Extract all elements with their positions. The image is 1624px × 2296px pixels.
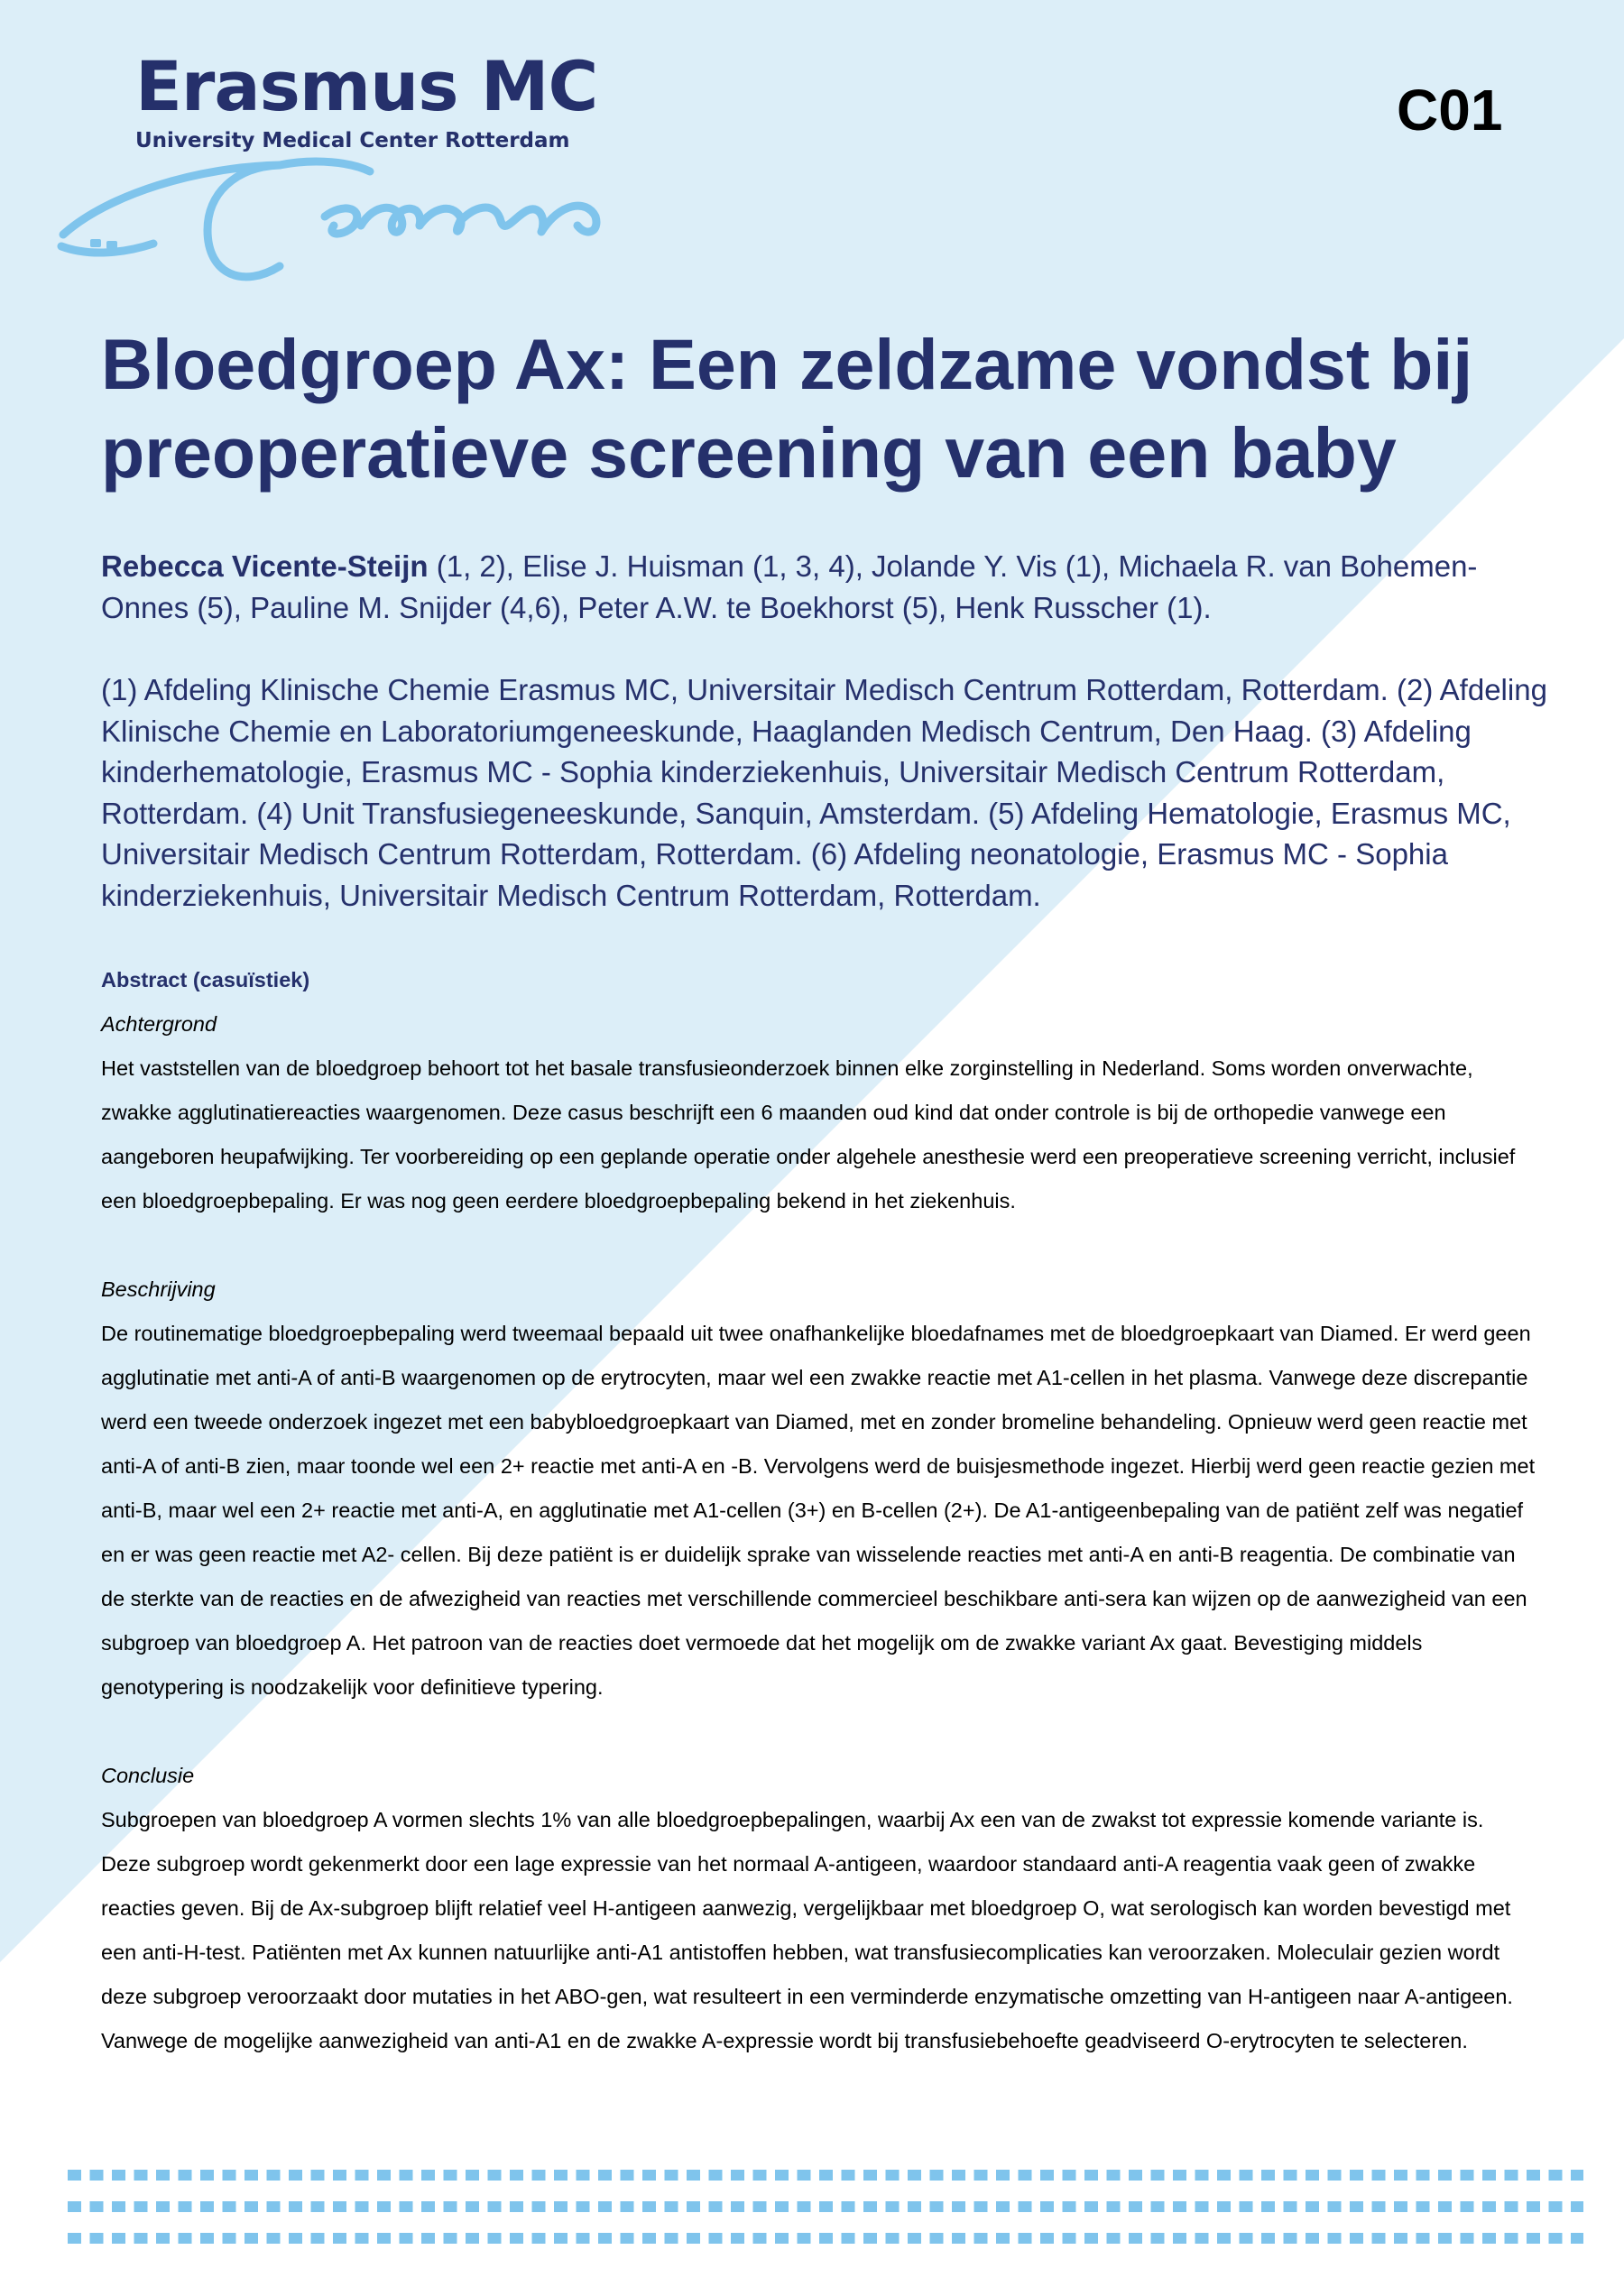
logo-subtitle: University Medical Center Rotterdam [135,129,570,152]
abstract-heading: Abstract (casuïstiek) [101,968,310,991]
presenting-author: Rebecca Vicente-Steijn [101,549,429,583]
co-authors: (1, 2), Elise J. Huisman (1, 3, 4), Jolande Y. Vis (1), Michaela R. van Bohemen-Onnes (5), Pauline M. Snijder (4,6), Peter A.W. te Boekhorst (5), Henk Russcher (1). [101,549,1478,624]
poster-title: Bloedgroep Ax: Een zeldzame vondst bij preoperatieve screening van een baby [101,324,1473,493]
description-text: De routinematige bloedgroepbepaling werd tweemaal bepaald uit twee onafhankelijke bloedafnames met de bloedgroepkaart van Diamed. Er werd geen agglutinatie met anti-A of anti-B waargenomen op de erytrocyten, maar wel een zwakke reactie met A1-cellen in het plasma. Vanwege deze discrepantie werd een tweede onderzoek ingezet met een babybloedgroepkaart van Diamed, met en zonder bromeline behandeling. Opnieuw werd geen reactie met anti-A of anti-B zien, maar toonde wel een 2+ reactie met anti-A en -B. Vervolgens werd de buisjesmethode ingezet. Hierbij werd geen reactie gezien met anti-B, maar wel een 2+ reactie met anti-A, en agglutinatie met A1-cellen (3+) en B-cellen (2+). De A1-antigeenbepaling van de patiënt zelf was negatief en er was geen reactie met A2- cellen. Bij deze patiënt is er duidelijk sprake van wisselende reacties met anti-A en anti-B reagentia. De combinatie van de sterkte van de reacties en de afwezigheid van reacties met verschillende commercieel beschikbare anti-sera kan wijzen op de aanwezigheid van een subgroep van bloedgroep A. Het patroon van de reacties doet vermoede dat het mogelijk om de zwakke variant Ax gaat. Bevestiging middels genotypering is noodzakelijk voor definitieve typering. [101,1322,1536,1699]
logo-wordmark: Erasmus MC [135,46,598,126]
abstract-section [101,958,1536,2063]
poster-code: C01 [1397,78,1503,143]
decorative-dot-pattern [68,2170,1583,2260]
conclusion-text: Subgroepen van bloedgroep A vormen slechts 1% van alle bloedgroepbepalingen, waarbij Ax een van de zwakst tot expressie komende variante is. Deze subgroep wordt gekenmerkt door een lage expressie van het normaal A-antigeen, waardoor standaard anti-A reagentia vaak geen of zwakke reacties geven. Bij de Ax-subgroep blijft relatief veel H-antigeen aanwezig, vergelijkbaar met bloedgroep O, wat serologisch kan worden bevestigd met een anti-H-test. Patiënten met Ax kunnen natuurlijke anti-A1 antistoffen hebben, wat transfusiecomplicaties kan veroorzaken. Moleculair gezien wordt deze subgroep veroorzaakt door mutaties in het ABO-gen, wat resulteert in een verminderde enzymatische omzetting van H-antigeen naar A-antigeen. Vanwege de mogelijke aanwezigheid van anti-A1 en de zwakke A-expressie wordt bij transfusiebehoefte geadviseerd O-erytrocyten te selecteren. [101,1808,1513,2052]
description-heading: Beschrijving [101,1277,216,1301]
background-text: Het vaststellen van de bloedgroep behoort tot het basale transfusieonderzoek binnen elke zorginstelling in Nederland. Soms worden onverwachte, zwakke agglutinatiereacties waargenomen. Deze casus beschrijft een 6 maanden oud kind dat onder controle is bij de orthopedie vanwege een aangeboren heupafwijking. Ter voorbereiding op een geplande operatie onder algehele anesthesie werd een preoperatieve screening verricht, inclusief een bloedgroepbepaling. Er was nog geen eerdere bloedgroepbepaling bekend in het ziekenhuis. [101,1056,1516,1213]
conclusion-heading: Conclusie [101,1764,195,1787]
erasmus-signature-graphic [54,131,632,302]
background-heading: Achtergrond [101,1012,217,1036]
author-list [101,546,1545,629]
affiliations: (1) Afdeling Klinische Chemie Erasmus MC, Universitair Medisch Centrum Rotterdam, Rotterdam. (2) Afdeling Klinische Chemie en Laboratoriumgeneeskunde, Haaglanden Medisch Centrum, Den Haag. (3) Afdeling kinderhematologie, Erasmus MC - Sophia kinderziekenhuis, Universitair Medisch Centrum Rotterdam, Rotterdam. (4) Unit Transfusiegeneeskunde, Sanquin, Amsterdam. (5) Afdeling Hematologie, Erasmus MC, Universitair Medisch Centrum Rotterdam, Rotterdam. (6) Afdeling neonatologie, Erasmus MC - Sophia kinderziekenhuis, Universitair Medisch Centrum Rotterdam, Rotterdam. [101,673,1547,912]
